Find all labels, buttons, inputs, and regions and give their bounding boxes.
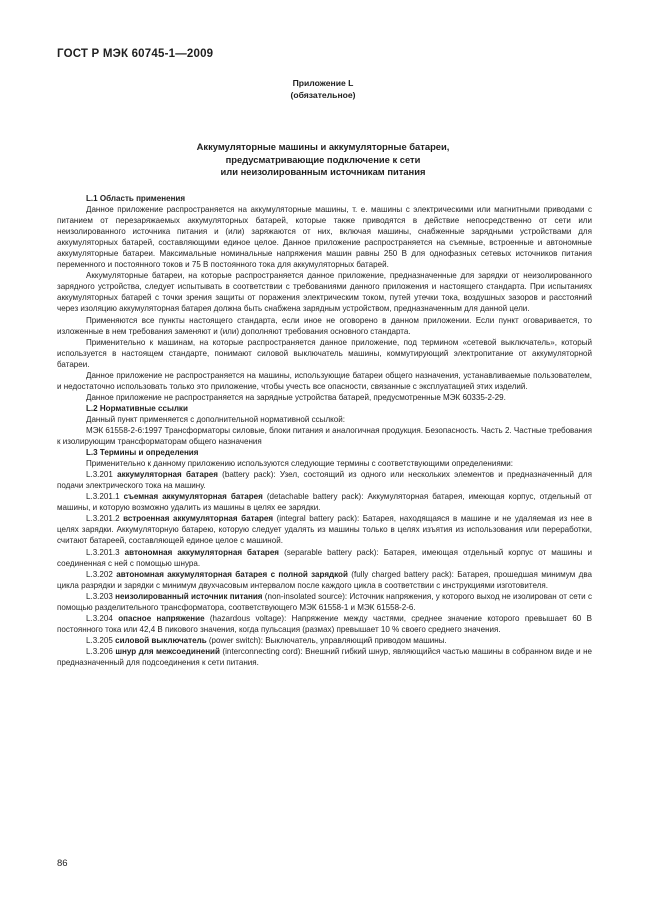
term-text: (interconnecting cord): Внешний гибкий шнур, являющийся частью машины в собранном виде и не предназначенный для подсоединения к сети питания.	[57, 646, 592, 667]
term-definition	[57, 513, 592, 546]
term-text: (non-insolated source): Источник напряжения, у которого выход не изолирован от сети с помощью разделительного трансформатора, соответствующего МЭК 61558-1 и МЭК 61558-2-6.	[57, 591, 592, 612]
annex-heading	[0, 77, 646, 101]
section-heading-scope: L.1 Область применения	[86, 194, 186, 203]
term-number: L.3.203	[86, 591, 113, 601]
annex-title	[0, 141, 646, 179]
term-number: L.3.201.1	[86, 492, 120, 502]
term-name: автономная аккумуляторная батарея с полной зарядкой	[116, 569, 348, 579]
term-definition	[57, 635, 592, 646]
term-name: шнур для межсоединений	[115, 646, 220, 656]
term-name: встроенная аккумуляторная батарея	[123, 514, 274, 524]
paragraph: Аккумуляторные батареи, на которые распространяется данное приложение, предназначенные для зарядки от неизолированного зарядного устройства, следует испытывать в соответствии с требованиями данного приложения и настоящего стандарта. При испытаниях аккумуляторных батарей с точки зрения защиты от поражения электрическим током, путей утечки тока, воздушных зазоров и расстояний через изоляцию аккумуляторная батарея должна быть снабжена зарядным устройством, предназначенным для данной цели.	[57, 271, 592, 314]
term-text: (battery pack): Узел, состоящий из одного или нескольких элементов и предназначенный для подачи электрического тока на машину.	[57, 470, 592, 491]
term-text: (fully charged battery pack): Батарея, прошедшая минимум два цикла разрядки и зарядки с минимум двухчасовым интервалом после каждого цикла в соответствии с инструкциями изготовителя.	[57, 569, 592, 590]
paragraph: Данное приложение распространяется на аккумуляторные машины, т. е. машины с электрическими или магнитными приводами с питанием от перезаряжаемых аккумуляторных батарей, которые также приводятся в действие непосредственно от сети или неизолированного источника питания и (или) заряжаются от них, включая машины, снабженные зарядными устройствами для аккумуляторных батарей, составляющими единое целое. Данное приложение распространяется на съемные, встроенные и автономные аккумуляторные батареи. Максимальные номинальные напряжения машин равны 250 В для однофазных сетевых источников питания переменного и постоянного токов и 75 В постоянного тока для аккумуляторных батарей.	[57, 205, 592, 270]
paragraph: Применяются все пункты настоящего стандарта, если иное не оговорено в данном приложении. Если пункт оговаривается, то изложенные в нем требования заменяют и (или) дополняют требования основного стандарта.	[57, 315, 592, 336]
term-name: опасное напряжение	[118, 613, 205, 623]
paragraph: Применительно к данному приложению используются следующие термины с соответствующими определениями:	[86, 459, 513, 469]
term-text: (detachable battery pack): Аккумуляторная батарея, имеющая корпус, отдельный от машины, и которую возможно удалить из машины в целях ее зарядки.	[57, 492, 592, 513]
term-name: силовой выключатель	[115, 635, 207, 645]
term-name: съемная аккумуляторная батарея	[123, 492, 263, 502]
standard-id: ГОСТ Р МЭК 60745-1—2009	[57, 48, 214, 60]
term-text: (integral battery pack): Батарея, находящаяся в машине и не удаляемая из нее в целях зарядки. Аккумуляторную батарею, которую следует удалять из машины только в целях изъятия из использования или переработки, считают батареей, составляющей единое целое с машиной.	[57, 514, 592, 546]
term-number: L.3.204	[86, 613, 113, 623]
title-line: или неизолированным источникам питания	[220, 166, 426, 177]
paragraph: МЭК 61558-2-6:1997 Трансформаторы силовые, блоки питания и аналогичная продукция. Безопасность. Часть 2. Частные требования к изолирующим трансформаторам общего назначения	[57, 425, 592, 447]
annex-status: (обязательное)	[290, 90, 356, 100]
term-number: L.3.205	[86, 635, 113, 645]
term-number: L.3.201	[86, 470, 113, 480]
paragraph: Данное приложение не распространяется на зарядные устройства батарей, предусмотренные МЭК 60335-2-29.	[86, 392, 506, 402]
term-text: (separable battery pack): Батарея, имеющая отдельный корпус от машины и соединенная с ней с помощью шнура.	[57, 547, 592, 568]
annex-label: Приложение L	[292, 78, 354, 88]
term-definition	[57, 613, 592, 635]
term-definition	[57, 547, 592, 569]
term-definition	[57, 591, 592, 613]
term-definition	[57, 491, 592, 513]
term-definition	[57, 569, 592, 591]
term-text: (hazardous voltage): Напряжение между частями, среднее значение которого превышает 60 В постоянного тока или 42,4 В пикового значения, когда пульсация (размах) превышает 10 % своего среднего значения.	[57, 613, 592, 634]
term-definition	[57, 646, 592, 668]
paragraph: Данный пункт применяется с дополнительной нормативной ссылкой:	[86, 414, 345, 424]
section-heading-terms: L.3 Термины и определения	[86, 448, 199, 458]
term-definition	[57, 469, 592, 491]
term-number: L.3.202	[86, 569, 113, 579]
term-number: L.3.206	[86, 646, 113, 656]
paragraph: Данное приложение не распространяется на машины, использующие батареи общего назначения, устанавливаемые пользователем, и недостаточно использовать только это приложение, чтобы учесть все опасности, связанные с эксплуатацией этих изделий.	[57, 370, 592, 391]
term-text: (power switch): Выключатель, управляющий приводом машины.	[206, 635, 447, 645]
term-name: автономная аккумуляторная батарея	[124, 547, 280, 557]
section-heading-references: L.2 Нормативные ссылки	[86, 403, 188, 413]
term-number: L.3.201.3	[86, 547, 120, 557]
page-number: 86	[57, 858, 68, 869]
term-name: неизолированный источник питания	[115, 591, 263, 601]
term-number: L.3.201.2	[86, 514, 120, 524]
paragraph: Применительно к машинам, на которые распространяется данное приложение, под термином «сетевой выключатель», который используется в настоящем стандарте, понимают силовой выключатель машины, коммутирующий электропитание от аккумуляторной батареи.	[57, 337, 592, 369]
title-line: Аккумуляторные машины и аккумуляторные батареи,	[196, 141, 450, 152]
term-name: аккумуляторная батарея	[117, 470, 218, 480]
title-line: предусматривающие подключение к сети	[225, 153, 421, 165]
document-body	[57, 193, 592, 668]
